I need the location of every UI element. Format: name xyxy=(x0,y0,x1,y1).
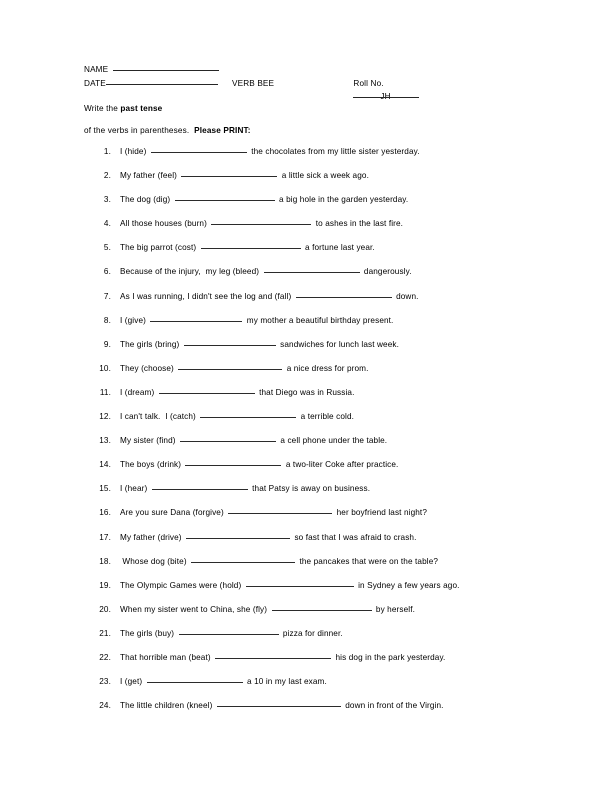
sentence-text-after-blank: a nice dress for prom. xyxy=(284,363,369,373)
name-field-group xyxy=(84,63,232,77)
exercise-item xyxy=(84,653,544,677)
exercise-item-sentence xyxy=(120,412,544,421)
exercise-item-number: 1. xyxy=(103,147,111,156)
answer-blank-line[interactable] xyxy=(175,200,275,201)
answer-blank-line[interactable] xyxy=(147,682,243,683)
exercise-item xyxy=(84,388,544,412)
instruction-line-1 xyxy=(84,104,534,113)
exercise-item xyxy=(84,460,544,484)
answer-blank-line[interactable] xyxy=(180,441,276,442)
answer-blank-line[interactable] xyxy=(150,321,242,322)
exercise-item-sentence xyxy=(120,340,544,349)
sentence-text-before-blank: As I was running, I didn't see the log and (fall) xyxy=(120,291,294,301)
instruction-line-2-emphasis: Please PRINT: xyxy=(194,125,251,135)
sentence-text-after-blank: pizza for dinner. xyxy=(280,628,343,638)
exercise-item xyxy=(84,557,544,581)
worksheet-title: VERB BEE xyxy=(232,78,275,88)
exercise-item-number: 16. xyxy=(99,508,111,518)
exercise-item-number: 20. xyxy=(99,604,111,614)
answer-blank-line[interactable] xyxy=(272,610,372,611)
answer-blank-line[interactable] xyxy=(217,706,341,707)
sentence-text-after-blank: sandwiches for lunch last week. xyxy=(277,339,400,349)
exercise-item-sentence xyxy=(120,388,544,397)
exercise-item-sentence xyxy=(120,533,544,542)
sentence-text-after-blank: a cell phone under the table. xyxy=(278,436,388,446)
roll-no-label: Roll No. xyxy=(353,78,384,88)
exercise-item xyxy=(84,195,544,219)
sentence-text-before-blank: I (give) xyxy=(120,315,149,325)
exercise-item-number: 15. xyxy=(99,484,111,494)
sentence-text-before-blank: My sister (find) xyxy=(120,436,178,446)
exercise-item-number: 9. xyxy=(103,339,111,349)
exercise-item xyxy=(84,677,544,701)
exercise-item-number: 4. xyxy=(103,219,111,229)
exercise-item-number: 24. xyxy=(99,701,111,711)
exercise-item-number: 21. xyxy=(99,628,111,638)
exercise-item-sentence xyxy=(120,653,544,662)
answer-blank-line[interactable] xyxy=(178,369,282,370)
exercise-item-sentence xyxy=(120,484,544,493)
answer-blank-line[interactable] xyxy=(191,562,295,563)
header-row-date xyxy=(84,77,530,101)
sentence-text-after-blank: a little sick a week ago. xyxy=(279,171,369,181)
sentence-text-after-blank: a fortune last year. xyxy=(302,243,375,253)
exercise-item-number: 17. xyxy=(99,532,111,542)
exercise-item-sentence xyxy=(120,677,544,686)
sentence-text-after-blank: in Sydney a few years ago. xyxy=(355,580,460,590)
answer-blank-line[interactable] xyxy=(228,513,332,514)
exercise-item xyxy=(84,171,544,195)
answer-blank-line[interactable] xyxy=(201,248,301,249)
sentence-text-after-blank: down. xyxy=(393,291,419,301)
answer-blank-line[interactable] xyxy=(264,272,360,273)
exercise-item-sentence xyxy=(120,147,544,156)
exercise-item-sentence xyxy=(120,316,544,325)
exercise-item xyxy=(84,412,544,436)
exercise-item-sentence xyxy=(120,243,544,252)
instruction-line-2 xyxy=(84,126,534,135)
answer-blank-line[interactable] xyxy=(181,176,277,177)
sentence-text-before-blank: My father (feel) xyxy=(120,171,180,181)
sentence-text-before-blank: The boys (drink) xyxy=(120,460,184,470)
exercise-item-number: 5. xyxy=(103,243,111,253)
answer-blank-line[interactable] xyxy=(246,586,354,587)
answer-blank-line[interactable] xyxy=(185,465,281,466)
name-label: NAME xyxy=(84,65,109,74)
sentence-text-before-blank: That horrible man (beat) xyxy=(120,652,214,662)
exercise-item-sentence xyxy=(120,219,544,228)
sentence-text-after-blank: by herself. xyxy=(373,604,415,614)
exercise-item-sentence xyxy=(120,508,544,517)
exercise-item-sentence xyxy=(120,701,544,710)
sentence-text-before-blank: All those houses (burn) xyxy=(120,219,210,229)
exercise-item-number: 12. xyxy=(99,412,111,422)
answer-blank-line[interactable] xyxy=(151,152,247,153)
exercise-item-sentence xyxy=(120,195,544,204)
exercise-item xyxy=(84,581,544,605)
exercise-item-number: 18. xyxy=(99,556,111,566)
sentence-text-after-blank: so fast that I was afraid to crash. xyxy=(292,532,417,542)
exercise-item-number: 3. xyxy=(103,195,111,205)
answer-blank-line[interactable] xyxy=(215,658,331,659)
exercise-item-number: 13. xyxy=(99,436,111,446)
exercise-item xyxy=(84,533,544,557)
exercise-item-sentence xyxy=(120,436,544,445)
exercise-item-sentence xyxy=(120,557,544,566)
sentence-text-after-blank: her boyfriend last night? xyxy=(334,508,428,518)
sentence-text-before-blank: The girls (bring) xyxy=(120,339,182,349)
exercise-list xyxy=(84,147,544,725)
answer-blank-line[interactable] xyxy=(296,297,392,298)
exercise-item-sentence xyxy=(120,171,544,180)
exercise-item-number: 8. xyxy=(103,315,111,325)
exercise-item xyxy=(84,219,544,243)
sentence-text-before-blank: My father (drive) xyxy=(120,532,185,542)
sentence-text-before-blank: I (get) xyxy=(120,677,145,687)
exercise-item xyxy=(84,364,544,388)
exercise-item xyxy=(84,316,544,340)
sentence-text-after-blank: the chocolates from my little sister yesterday. xyxy=(248,147,420,156)
exercise-item-sentence xyxy=(120,605,544,614)
jh-blank-line-left[interactable] xyxy=(353,97,378,98)
sentence-text-before-blank: Are you sure Dana (forgive) xyxy=(120,508,227,518)
sentence-text-before-blank: I can't talk. I (catch) xyxy=(120,412,199,422)
name-blank-line[interactable] xyxy=(113,70,219,71)
exercise-item-sentence xyxy=(120,460,544,469)
worksheet-header xyxy=(84,63,530,101)
exercise-item xyxy=(84,243,544,267)
exercise-item xyxy=(84,605,544,629)
answer-blank-line[interactable] xyxy=(184,345,276,346)
sentence-text-before-blank: Because of the injury, my leg (bleed) xyxy=(120,267,262,277)
exercise-item-number: 10. xyxy=(99,363,111,373)
exercise-item-sentence xyxy=(120,364,544,373)
jh-blank-line-right[interactable] xyxy=(394,97,419,98)
sentence-text-before-blank: The dog (dig) xyxy=(120,195,173,205)
answer-blank-line[interactable] xyxy=(186,538,290,539)
exercise-item-number: 11. xyxy=(99,387,111,397)
sentence-text-before-blank: Whose dog (bite) xyxy=(120,556,190,566)
exercise-item-number: 22. xyxy=(99,652,111,662)
answer-blank-line[interactable] xyxy=(200,417,296,418)
sentence-text-before-blank: When my sister went to China, she (fly) xyxy=(120,604,270,614)
date-label: DATE xyxy=(84,78,106,88)
exercise-item-number: 19. xyxy=(99,580,111,590)
exercise-item-sentence xyxy=(120,581,544,590)
sentence-text-before-blank: I (hear) xyxy=(120,484,150,494)
sentence-text-after-blank: to ashes in the last fire. xyxy=(313,219,404,229)
exercise-item xyxy=(84,436,544,460)
exercise-item xyxy=(84,701,544,725)
exercise-item xyxy=(84,340,544,364)
sentence-text-before-blank: The girls (buy) xyxy=(120,628,177,638)
jh-label: JH xyxy=(380,92,391,101)
instruction-line-1-text: Write the xyxy=(84,104,121,113)
exercise-item-number: 23. xyxy=(99,677,111,687)
sentence-text-after-blank: my mother a beautiful birthday present. xyxy=(244,315,394,325)
sentence-text-before-blank: They (choose) xyxy=(120,363,177,373)
exercise-item xyxy=(84,508,544,532)
sentence-text-after-blank: a terrible cold. xyxy=(298,412,355,422)
instruction-line-1-emphasis: past tense xyxy=(120,104,163,113)
date-field-group xyxy=(84,77,232,91)
answer-blank-line[interactable] xyxy=(159,393,255,394)
sentence-text-after-blank: a 10 in my last exam. xyxy=(244,677,327,687)
sentence-text-before-blank: The big parrot (cost) xyxy=(120,243,199,253)
sentence-text-after-blank: down in front of the Virgin. xyxy=(342,701,444,711)
sentence-text-after-blank: dangerously. xyxy=(361,267,412,277)
answer-blank-line[interactable] xyxy=(179,634,279,635)
exercise-item xyxy=(84,147,544,171)
exercise-item-sentence xyxy=(120,629,544,638)
sentence-text-after-blank: the pancakes that were on the table? xyxy=(297,556,439,566)
exercise-item xyxy=(84,267,544,291)
exercise-item-number: 14. xyxy=(99,460,111,470)
instructions-block xyxy=(84,104,534,135)
sentence-text-after-blank: his dog in the park yesterday. xyxy=(333,652,446,662)
sentence-text-before-blank: I (hide) xyxy=(120,147,149,156)
exercise-item-sentence xyxy=(120,292,544,301)
sentence-text-before-blank: The little children (kneel) xyxy=(120,701,215,711)
sentence-text-after-blank: a big hole in the garden yesterday. xyxy=(276,195,409,205)
date-blank-line[interactable] xyxy=(106,84,218,85)
exercise-item-sentence xyxy=(120,267,544,276)
exercise-item xyxy=(84,484,544,508)
exercise-item-number: 2. xyxy=(103,171,111,181)
instruction-line-2-text: of the verbs in parentheses. xyxy=(84,125,195,135)
exercise-item-number: 7. xyxy=(103,291,111,301)
sentence-text-before-blank: I (dream) xyxy=(120,387,157,397)
exercise-item xyxy=(84,292,544,316)
exercise-item xyxy=(84,629,544,653)
sentence-text-after-blank: that Patsy is away on business. xyxy=(249,484,371,494)
answer-blank-line[interactable] xyxy=(211,224,311,225)
exercise-item-number: 6. xyxy=(103,267,111,277)
sentence-text-after-blank: that Diego was in Russia. xyxy=(256,387,355,397)
answer-blank-line[interactable] xyxy=(152,489,248,490)
sentence-text-before-blank: The Olympic Games were (hold) xyxy=(120,580,244,590)
sentence-text-after-blank: a two-liter Coke after practice. xyxy=(283,460,399,470)
